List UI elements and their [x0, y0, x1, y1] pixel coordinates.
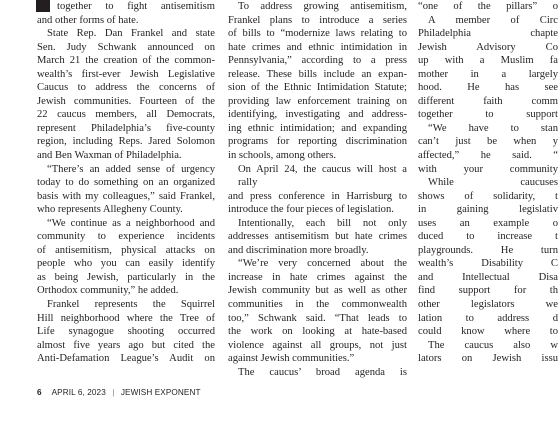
text-line: with your community [418, 163, 558, 175]
text-line: Hill neighborhood where the Tree of [37, 312, 215, 324]
text-line: lators on Jewish issu [418, 353, 558, 365]
text-line: “We’re very concerned about the [238, 258, 407, 270]
text-line: sion of the Ethnic Intimidation Statute; [228, 82, 407, 94]
text-line: in gaining legislativ [418, 204, 558, 216]
paragraph [418, 0, 558, 14]
text-line: March 21 the creation of the common- [37, 55, 215, 67]
text-line: almost five years ago but cited the [37, 339, 215, 351]
text-line: mother in a largely [418, 68, 558, 80]
text-line: “one of the pillars” o [418, 1, 558, 12]
article-column-3 [418, 0, 558, 366]
paragraph [228, 217, 407, 258]
text-line: Sen. Judy Schwank announced on [37, 41, 215, 53]
text-line: uses an example o [418, 217, 558, 229]
text-line: and other forms of hate. [37, 14, 139, 26]
text-line: ing ethnic intimidation; and expanding [228, 122, 407, 134]
text-line: providing law enforcement training on [228, 95, 407, 107]
text-line: of antisemitism, physical attacks on [37, 244, 215, 256]
paragraph [37, 0, 215, 27]
text-line: of bills to “modernize laws relating to [228, 28, 407, 40]
text-line: too,” Schwank said. “That leads to [228, 312, 407, 324]
text-line: hate crimes and ethnic intimidation in [228, 41, 407, 53]
text-line: in schools, among others. [228, 150, 336, 162]
text-line: The caucus also w [428, 339, 558, 351]
text-line: represent Philadelphia’s five-county [37, 122, 215, 134]
text-line: Caucus to address the concerns of [37, 82, 215, 94]
text-line: lation to address d [418, 312, 558, 324]
text-line: A member of Circ [428, 14, 558, 26]
paragraph [418, 176, 558, 339]
text-line: “We continue as a neighborhood and [47, 217, 215, 229]
text-line: other legislators we [418, 299, 558, 311]
text-line: could know where to [418, 326, 558, 338]
text-line: today to do something on an organized [37, 177, 215, 189]
text-line: who represents Allegheny County. [37, 204, 183, 216]
text-line: region, including Reps. Jared Solomon [37, 136, 215, 148]
paragraph [228, 0, 407, 163]
text-line: can’t just be when y [418, 136, 558, 148]
text-line: Jewish Advisory Co [418, 41, 558, 53]
text-line: as being Jewish, particularly in the [37, 271, 215, 283]
paragraph [418, 14, 558, 122]
text-line: State Rep. Dan Frankel and state [47, 28, 215, 40]
text-line: and press conference in Harrisburg to [228, 190, 407, 202]
text-line: Intentionally, each bill not only [238, 217, 407, 229]
paragraph [37, 27, 215, 162]
text-line: community to experience incidents [37, 231, 215, 243]
text-line: basis with my colleagues,” said Frankel, [37, 190, 215, 202]
text-line: addresses antisemitism but hate crimes [228, 231, 407, 243]
text-line: The caucus’ broad agenda is [238, 366, 407, 378]
text-line: against Jewish communities.” [228, 353, 355, 365]
article-column-1 [37, 0, 215, 366]
text-line: Anti-Defamation League’s Audit on [37, 353, 215, 365]
text-line: playgrounds. He turn [418, 244, 558, 256]
text-line: shows of solidarity, t [418, 190, 558, 202]
text-line: hood. He has see [418, 82, 558, 94]
text-line: Frankel represents the Squirrel [47, 299, 215, 311]
text-line: 22 caucus members, all Democrats, [37, 109, 215, 121]
text-line: Frankel plans to introduce a series [228, 14, 407, 26]
text-line: affected,” he said. “ [418, 150, 558, 162]
text-line: Philadelphia chapte [418, 28, 558, 40]
footer-separator: | [112, 388, 115, 397]
page-number: 6 [37, 388, 42, 397]
text-line: Jewish community but as well as other [228, 285, 407, 297]
text-line: up with a Muslim fa [418, 55, 558, 67]
paragraph [37, 298, 215, 366]
paragraph [37, 163, 215, 217]
paragraph [228, 257, 407, 365]
text-line: Jewish communities. Fourteen of the [37, 95, 215, 107]
paragraph [37, 217, 215, 298]
text-line: release. These bills include an expan- [228, 68, 407, 80]
text-line: introduce the four pieces of legislation. [228, 204, 394, 216]
text-line: find support for th [418, 285, 558, 297]
page-footer [37, 388, 201, 397]
text-line: “We have to stan [428, 122, 558, 134]
text-line: together to fight antisemitism [57, 1, 215, 12]
text-line: Life synagogue shooting occurred [37, 326, 215, 338]
text-line: Orthodox community,” he added. [37, 285, 179, 297]
text-line: and discrimination more broadly. [228, 244, 369, 256]
text-line: people who you can easily identify [37, 258, 215, 270]
paragraph [418, 122, 558, 176]
article-column-2 [228, 0, 407, 379]
text-line: Pennsylvania,” according to a press [228, 55, 407, 67]
text-line: To address growing antisemitism, [238, 1, 407, 12]
text-line: duced to increase t [418, 231, 558, 243]
text-line: and Intellectual Disa [418, 271, 558, 283]
paragraph [228, 163, 407, 217]
text-line: programs for reporting discrimination [228, 136, 407, 148]
paragraph [418, 339, 558, 366]
text-line: wealth’s Disability C [418, 258, 558, 270]
text-line: together to support [418, 109, 558, 121]
publication-name: JEWISH EXPONENT [120, 388, 201, 397]
text-line: and Ben Waxman of Philadelphia. [37, 150, 182, 162]
text-line: While caucuses [428, 177, 558, 189]
issue-date: APRIL 6, 2023 [51, 388, 106, 397]
text-line: communities in the commonwealth [228, 299, 407, 311]
paragraph [228, 366, 407, 380]
text-line: the work on looking at hate-based [228, 326, 407, 338]
text-line: increase in hate crimes against the [228, 271, 407, 283]
text-line: wealth’s first-ever Jewish Legislative [37, 68, 215, 80]
text-line: “There’s an added sense of urgency [47, 163, 215, 175]
text-line: On April 24, the caucus will host a rally [238, 163, 407, 189]
text-line: violence against all groups, not just [228, 339, 407, 351]
text-line: identifying, investigating and address- [228, 109, 407, 121]
text-line: different faith comm [418, 95, 558, 107]
